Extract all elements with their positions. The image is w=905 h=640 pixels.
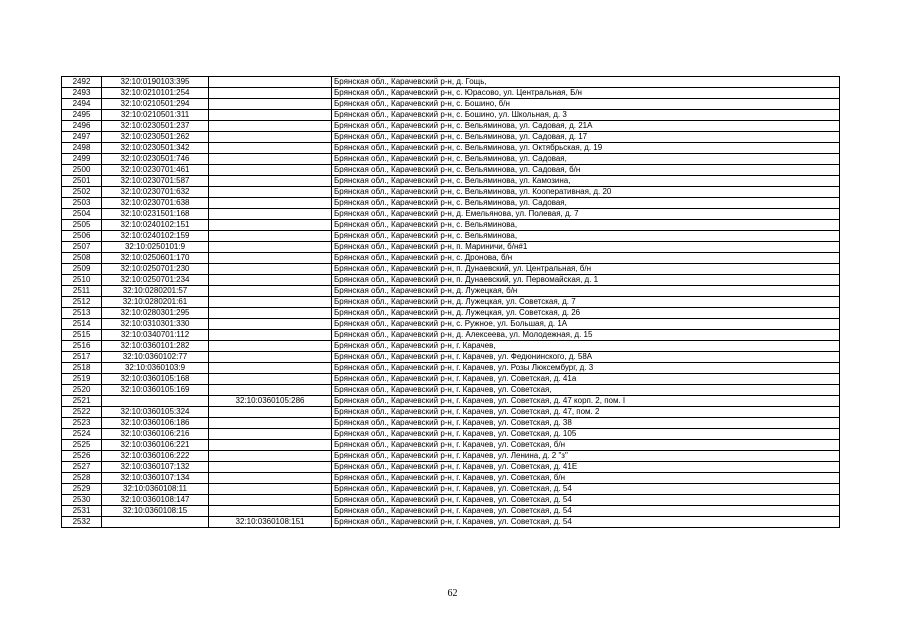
row-number-cell: 2495	[62, 110, 102, 121]
cadastral-number-secondary-cell	[209, 253, 332, 264]
cadastral-number-secondary-cell	[209, 473, 332, 484]
row-number-cell: 2502	[62, 187, 102, 198]
table-row	[62, 451, 840, 462]
row-number-cell: 2493	[62, 88, 102, 99]
cadastral-number-secondary-cell	[209, 143, 332, 154]
cadastral-number-secondary-cell: 32:10:0360108:151	[209, 517, 332, 528]
address-cell: Брянская обл., Карачевский р-н, с. Вельяминова, ул. Кооперативная, д. 20	[332, 187, 840, 198]
address-cell: Брянская обл., Карачевский р-н, с. Вельяминова,	[332, 220, 840, 231]
table-row	[62, 484, 840, 495]
row-number-cell: 2521	[62, 396, 102, 407]
row-number-cell: 2500	[62, 165, 102, 176]
table-row	[62, 396, 840, 407]
address-cell: Брянская обл., Карачевский р-н, с. Ружное, ул. Большая, д. 1А	[332, 319, 840, 330]
row-number-cell: 2497	[62, 132, 102, 143]
cadastral-number-secondary-cell	[209, 374, 332, 385]
cadastral-number-cell: 32:10:0230501:342	[102, 143, 209, 154]
cadastral-number-secondary-cell	[209, 495, 332, 506]
cadastral-number-secondary-cell	[209, 484, 332, 495]
cadastral-number-cell: 32:10:0230501:262	[102, 132, 209, 143]
cadastral-number-cell: 32:10:0250601:170	[102, 253, 209, 264]
table-row	[62, 495, 840, 506]
cadastral-number-secondary-cell	[209, 385, 332, 396]
table-row	[62, 154, 840, 165]
address-cell: Брянская обл., Карачевский р-н, с. Вельяминова, ул. Садовая, д. 21А	[332, 121, 840, 132]
cadastral-number-secondary-cell	[209, 451, 332, 462]
address-cell: Брянская обл., Карачевский р-н, с. Юрасово, ул. Центральная, Б/н	[332, 88, 840, 99]
row-number-cell: 2528	[62, 473, 102, 484]
row-number-cell: 2522	[62, 407, 102, 418]
cadastral-number-secondary-cell	[209, 363, 332, 374]
cadastral-number-secondary-cell	[209, 308, 332, 319]
cadastral-number-cell: 32:10:0210501:294	[102, 99, 209, 110]
address-cell: Брянская обл., Карачевский р-н, с. Вельяминова, ул. Садовая,	[332, 154, 840, 165]
table-row	[62, 110, 840, 121]
table-body	[62, 77, 840, 528]
address-cell: Брянская обл., Карачевский р-н, д. Гощь,	[332, 77, 840, 88]
row-number-cell: 2525	[62, 440, 102, 451]
address-cell: Брянская обл., Карачевский р-н, г. Карачев, ул. Советская, д. 41а	[332, 374, 840, 385]
cadastral-number-cell: 32:10:0360105:168	[102, 374, 209, 385]
row-number-cell: 2498	[62, 143, 102, 154]
table-row	[62, 374, 840, 385]
address-cell: Брянская обл., Карачевский р-н, с. Вельяминова, ул. Садовая, б/н	[332, 165, 840, 176]
cadastral-number-secondary-cell	[209, 242, 332, 253]
table-row	[62, 462, 840, 473]
address-cell: Брянская обл., Карачевский р-н, с. Вельяминова, ул. Камозина,	[332, 176, 840, 187]
address-cell: Брянская обл., Карачевский р-н, г. Карачев,	[332, 341, 840, 352]
cadastral-number-secondary-cell	[209, 176, 332, 187]
cadastral-number-cell: 32:10:0360107:134	[102, 473, 209, 484]
cadastral-number-secondary-cell	[209, 275, 332, 286]
cadastral-number-secondary-cell	[209, 132, 332, 143]
table-row	[62, 198, 840, 209]
cadastral-number-cell: 32:10:0231501:168	[102, 209, 209, 220]
cadastral-number-secondary-cell: 32:10:0360105:286	[209, 396, 332, 407]
row-number-cell: 2511	[62, 286, 102, 297]
address-cell: Брянская обл., Карачевский р-н, г. Карачев, ул. Советская, д. 47 корп. 2, пом. I	[332, 396, 840, 407]
row-number-cell: 2532	[62, 517, 102, 528]
table-row	[62, 308, 840, 319]
address-cell: Брянская обл., Карачевский р-н, д. Лужецкая, ул. Советская, д. 26	[332, 308, 840, 319]
address-cell: Брянская обл., Карачевский р-н, г. Карачев, ул. Советская,	[332, 385, 840, 396]
table-row	[62, 253, 840, 264]
cadastral-number-cell: 32:10:0360107:132	[102, 462, 209, 473]
cadastral-number-cell: 32:10:0360106:186	[102, 418, 209, 429]
row-number-cell: 2524	[62, 429, 102, 440]
table-row	[62, 517, 840, 528]
cadastral-number-cell: 32:10:0240102:159	[102, 231, 209, 242]
table-row	[62, 132, 840, 143]
row-number-cell: 2501	[62, 176, 102, 187]
address-cell: Брянская обл., Карачевский р-н, с. Вельяминова, ул. Октябрьская, д. 19	[332, 143, 840, 154]
cadastral-number-cell: 32:10:0230501:237	[102, 121, 209, 132]
row-number-cell: 2517	[62, 352, 102, 363]
cadastral-number-cell: 32:10:0360102:77	[102, 352, 209, 363]
table-row	[62, 341, 840, 352]
cadastral-number-cell: 32:10:0360105:169	[102, 385, 209, 396]
row-number-cell: 2510	[62, 275, 102, 286]
cadastral-number-cell: 32:10:0230701:461	[102, 165, 209, 176]
cadastral-number-cell: 32:10:0250701:234	[102, 275, 209, 286]
row-number-cell: 2505	[62, 220, 102, 231]
cadastral-number-cell: 32:10:0360108:147	[102, 495, 209, 506]
table-row	[62, 209, 840, 220]
cadastral-number-cell: 32:10:0210101:254	[102, 88, 209, 99]
cadastral-number-cell: 32:10:0210501:311	[102, 110, 209, 121]
cadastral-number-secondary-cell	[209, 286, 332, 297]
cadastral-number-secondary-cell	[209, 330, 332, 341]
table-row	[62, 143, 840, 154]
cadastral-number-secondary-cell	[209, 231, 332, 242]
address-cell: Брянская обл., Карачевский р-н, г. Карачев, ул. Ленина, д. 2 "з"	[332, 451, 840, 462]
address-cell: Брянская обл., Карачевский р-н, д. Емельянова, ул. Полевая, д. 7	[332, 209, 840, 220]
cadastral-number-cell: 32:10:0310301:330	[102, 319, 209, 330]
cadastral-number-cell: 32:10:0360103:9	[102, 363, 209, 374]
cadastral-number-secondary-cell	[209, 407, 332, 418]
table-row	[62, 330, 840, 341]
address-cell: Брянская обл., Карачевский р-н, д. Лужецкая, ул. Советская, д. 7	[332, 297, 840, 308]
row-number-cell: 2507	[62, 242, 102, 253]
row-number-cell: 2527	[62, 462, 102, 473]
cadastral-number-secondary-cell	[209, 429, 332, 440]
cadastral-number-cell: 32:10:0230701:587	[102, 176, 209, 187]
address-cell: Брянская обл., Карачевский р-н, г. Карачев, ул. Советская, д. 41Е	[332, 462, 840, 473]
cadastral-number-cell: 32:10:0360101:282	[102, 341, 209, 352]
cadastral-number-secondary-cell	[209, 88, 332, 99]
cadastral-number-cell: 32:10:0230701:632	[102, 187, 209, 198]
table-row	[62, 121, 840, 132]
registry-table	[61, 76, 840, 528]
table-row	[62, 242, 840, 253]
cadastral-number-secondary-cell	[209, 209, 332, 220]
row-number-cell: 2519	[62, 374, 102, 385]
cadastral-number-secondary-cell	[209, 506, 332, 517]
cadastral-number-cell: 32:10:0280201:61	[102, 297, 209, 308]
cadastral-number-secondary-cell	[209, 352, 332, 363]
address-cell: Брянская обл., Карачевский р-н, д. Лужецкая, б/н	[332, 286, 840, 297]
row-number-cell: 2530	[62, 495, 102, 506]
table-row	[62, 429, 840, 440]
row-number-cell: 2515	[62, 330, 102, 341]
row-number-cell: 2518	[62, 363, 102, 374]
table-row	[62, 275, 840, 286]
cadastral-number-cell: 32:10:0280301:295	[102, 308, 209, 319]
row-number-cell: 2529	[62, 484, 102, 495]
row-number-cell: 2531	[62, 506, 102, 517]
cadastral-number-cell: 32:10:0340701:112	[102, 330, 209, 341]
table-row	[62, 352, 840, 363]
cadastral-number-cell: 32:10:0250101:9	[102, 242, 209, 253]
cadastral-number-cell: 32:10:0360106:216	[102, 429, 209, 440]
cadastral-number-secondary-cell	[209, 198, 332, 209]
row-number-cell: 2508	[62, 253, 102, 264]
cadastral-number-secondary-cell	[209, 418, 332, 429]
cadastral-number-secondary-cell	[209, 440, 332, 451]
cadastral-number-secondary-cell	[209, 462, 332, 473]
cadastral-number-secondary-cell	[209, 110, 332, 121]
table-row	[62, 99, 840, 110]
table-row	[62, 187, 840, 198]
row-number-cell: 2506	[62, 231, 102, 242]
row-number-cell: 2512	[62, 297, 102, 308]
cadastral-number-secondary-cell	[209, 264, 332, 275]
cadastral-number-secondary-cell	[209, 220, 332, 231]
address-cell: Брянская обл., Карачевский р-н, г. Карачев, ул. Розы Люксембург, д. 3	[332, 363, 840, 374]
address-cell: Брянская обл., Карачевский р-н, г. Карачев, ул. Советская, д. 47, пом. 2	[332, 407, 840, 418]
cadastral-number-secondary-cell	[209, 154, 332, 165]
table-row	[62, 165, 840, 176]
table-row	[62, 385, 840, 396]
table-row	[62, 231, 840, 242]
address-cell: Брянская обл., Карачевский р-н, с. Вельяминова, ул. Садовая, д. 17	[332, 132, 840, 143]
table-row	[62, 440, 840, 451]
cadastral-number-cell: 32:10:0240102:151	[102, 220, 209, 231]
table-row	[62, 418, 840, 429]
address-cell: Брянская обл., Карачевский р-н, п. Мариничи, б/н#1	[332, 242, 840, 253]
address-cell: Брянская обл., Карачевский р-н, п. Дунаевский, ул. Центральная, б/н	[332, 264, 840, 275]
address-cell: Брянская обл., Карачевский р-н, г. Карачев, ул. Советская, д. 38	[332, 418, 840, 429]
cadastral-number-secondary-cell	[209, 319, 332, 330]
row-number-cell: 2520	[62, 385, 102, 396]
row-number-cell: 2503	[62, 198, 102, 209]
cadastral-number-cell	[102, 396, 209, 407]
row-number-cell: 2504	[62, 209, 102, 220]
address-cell: Брянская обл., Карачевский р-н, п. Дунаевский, ул. Первомайская, д. 1	[332, 275, 840, 286]
row-number-cell: 2523	[62, 418, 102, 429]
cadastral-number-secondary-cell	[209, 165, 332, 176]
table-row	[62, 407, 840, 418]
row-number-cell: 2516	[62, 341, 102, 352]
address-cell: Брянская обл., Карачевский р-н, г. Карачев, ул. Советская, б/н	[332, 440, 840, 451]
cadastral-number-secondary-cell	[209, 187, 332, 198]
address-cell: Брянская обл., Карачевский р-н, с. Дронова, б/н	[332, 253, 840, 264]
row-number-cell: 2499	[62, 154, 102, 165]
cadastral-number-cell: 32:10:0360108:15	[102, 506, 209, 517]
cadastral-number-secondary-cell	[209, 121, 332, 132]
cadastral-number-cell: 32:10:0360106:222	[102, 451, 209, 462]
table-row	[62, 220, 840, 231]
address-cell: Брянская обл., Карачевский р-н, с. Бошино, б/н	[332, 99, 840, 110]
address-cell: Брянская обл., Карачевский р-н, с. Вельяминова, ул. Садовая,	[332, 198, 840, 209]
row-number-cell: 2514	[62, 319, 102, 330]
row-number-cell: 2496	[62, 121, 102, 132]
address-cell: Брянская обл., Карачевский р-н, г. Карачев, ул. Советская, д. 54	[332, 506, 840, 517]
address-cell: Брянская обл., Карачевский р-н, г. Карачев, ул. Советская, д. 105	[332, 429, 840, 440]
row-number-cell: 2513	[62, 308, 102, 319]
table-row	[62, 264, 840, 275]
table-row	[62, 88, 840, 99]
address-cell: Брянская обл., Карачевский р-н, г. Карачев, ул. Советская, б/н	[332, 473, 840, 484]
cadastral-number-secondary-cell	[209, 297, 332, 308]
cadastral-number-cell: 32:10:0250701:230	[102, 264, 209, 275]
address-cell: Брянская обл., Карачевский р-н, с. Бошино, ул. Школьная, д. 3	[332, 110, 840, 121]
table-row	[62, 363, 840, 374]
address-cell: Брянская обл., Карачевский р-н, г. Карачев, ул. Советская, д. 54	[332, 495, 840, 506]
table-row	[62, 319, 840, 330]
page-number: 62	[447, 588, 458, 599]
address-cell: Брянская обл., Карачевский р-н, г. Карачев, ул. Советская, д. 54	[332, 517, 840, 528]
row-number-cell: 2526	[62, 451, 102, 462]
address-cell: Брянская обл., Карачевский р-н, д. Алексеева, ул. Молодежная, д. 15	[332, 330, 840, 341]
address-cell: Брянская обл., Карачевский р-н, г. Карачев, ул. Советская, д. 54	[332, 484, 840, 495]
cadastral-number-cell: 32:10:0230701:638	[102, 198, 209, 209]
cadastral-number-secondary-cell	[209, 99, 332, 110]
table-row	[62, 473, 840, 484]
cadastral-number-secondary-cell	[209, 341, 332, 352]
cadastral-number-cell: 32:10:0360106:221	[102, 440, 209, 451]
cadastral-number-secondary-cell	[209, 77, 332, 88]
cadastral-number-cell: 32:10:0190103:395	[102, 77, 209, 88]
table-row	[62, 506, 840, 517]
row-number-cell: 2509	[62, 264, 102, 275]
table-row	[62, 297, 840, 308]
cadastral-number-cell: 32:10:0230501:746	[102, 154, 209, 165]
address-cell: Брянская обл., Карачевский р-н, г. Карачев, ул. Федюнинского, д. 58А	[332, 352, 840, 363]
row-number-cell: 2494	[62, 99, 102, 110]
cadastral-number-cell: 32:10:0360105:324	[102, 407, 209, 418]
address-cell: Брянская обл., Карачевский р-н, с. Вельяминова,	[332, 231, 840, 242]
table-row	[62, 77, 840, 88]
row-number-cell: 2492	[62, 77, 102, 88]
table-row	[62, 286, 840, 297]
cadastral-number-cell	[102, 517, 209, 528]
table-row	[62, 176, 840, 187]
cadastral-number-cell: 32:10:0360108:11	[102, 484, 209, 495]
cadastral-number-cell: 32:10:0280201:57	[102, 286, 209, 297]
